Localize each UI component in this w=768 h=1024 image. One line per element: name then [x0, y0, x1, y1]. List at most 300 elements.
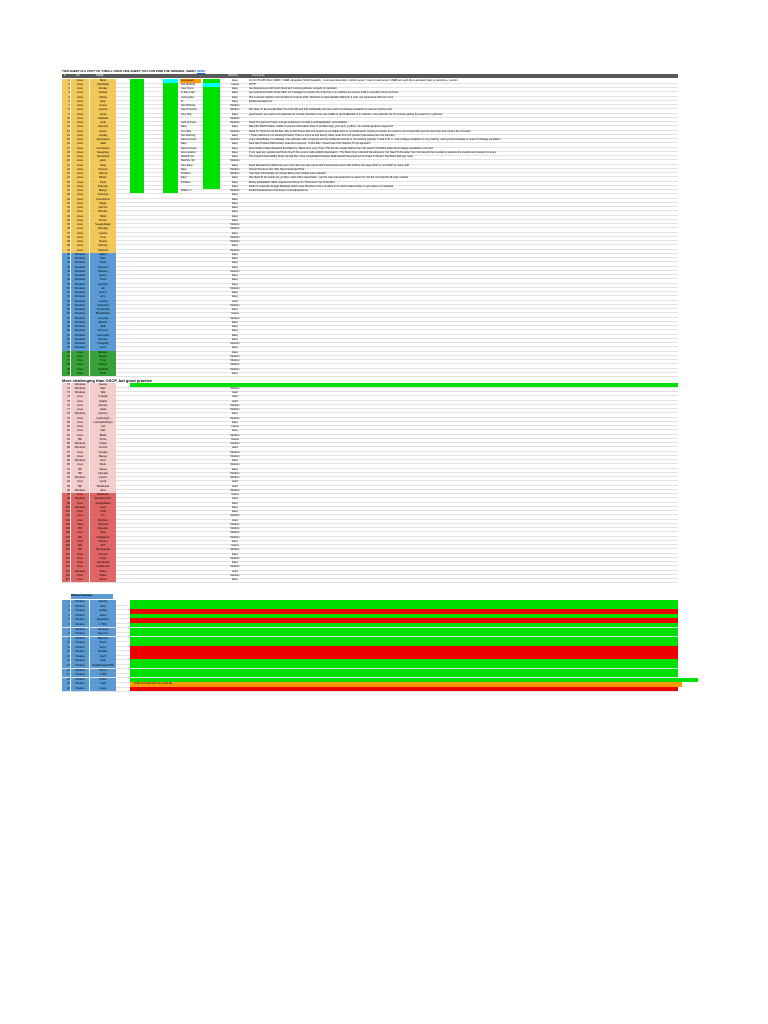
- os-label: Windows: [71, 338, 89, 342]
- machine-name[interactable]: Swagshop: [90, 151, 116, 155]
- difficulty: Medium: [230, 556, 240, 560]
- machine-name[interactable]: legacy: [90, 253, 116, 257]
- machine-name[interactable]: shocker: [90, 87, 116, 91]
- machine-name[interactable]: Algernon: [90, 632, 116, 636]
- os-label: Windows: [71, 325, 89, 329]
- machine-name[interactable]: sense: [90, 113, 116, 117]
- comment: Get Experienced with shell check and running gobuster properly is important: [249, 87, 337, 90]
- os-label: Linux: [71, 351, 89, 355]
- machine-name[interactable]: Time: [90, 359, 116, 363]
- machine-name[interactable]: Cascade: [90, 472, 116, 476]
- machine-name[interactable]: Doctor: [90, 219, 116, 223]
- machine-name[interactable]: Shocker: [90, 540, 116, 544]
- difficulty: Insane: [231, 312, 239, 316]
- machine-name[interactable]: sunday: [90, 134, 116, 138]
- machine-name[interactable]: Omni: [90, 346, 116, 350]
- difficulty: Medium: [230, 286, 240, 290]
- os-label: Windows: [71, 304, 89, 308]
- machine-name[interactable]: granny: [90, 274, 116, 278]
- machine-name[interactable]: blackfiedk: [90, 83, 116, 87]
- machine-name[interactable]: Buff: [90, 325, 116, 329]
- machine-name[interactable]: chatterbox: [90, 304, 116, 308]
- machine-name[interactable]: MeatHead: [90, 618, 116, 622]
- difficulty: Medium: [230, 416, 240, 420]
- machine-name[interactable]: UTRS: [90, 623, 116, 627]
- row-number: 2: [62, 83, 70, 87]
- difficulty: Insane: [231, 493, 239, 496]
- os-label: Windows: [71, 321, 89, 325]
- machine-name[interactable]: Love: [90, 506, 116, 510]
- machine-name[interactable]: Jacko: [90, 614, 116, 618]
- machine-name[interactable]: silo: [90, 287, 116, 291]
- difficulty: Medium: [230, 367, 240, 371]
- os-label: Linux: [71, 368, 89, 372]
- machine-name[interactable]: Falafel: [90, 400, 116, 404]
- machine-name[interactable]: Object: [90, 570, 116, 574]
- machine-name[interactable]: Armageddon: [90, 502, 116, 506]
- machine-name[interactable]: Intelligence: [90, 536, 116, 540]
- machine-name[interactable]: Mirai: [90, 164, 116, 168]
- difficulty: Medium: [230, 535, 240, 539]
- os-label: Linux: [71, 531, 89, 535]
- os-label: Linux: [71, 502, 89, 506]
- machine-name[interactable]: grandpa: [90, 283, 116, 287]
- machine-name[interactable]: DVR4: [90, 678, 116, 682]
- row-number: 103: [62, 519, 70, 523]
- row-number: 14: [62, 659, 70, 663]
- machine-name[interactable]: Fuse[AD]: [90, 342, 116, 346]
- os-label: Windows: [71, 412, 89, 416]
- row-number: 81: [62, 425, 70, 429]
- machine-name[interactable]: Secret: [90, 578, 116, 582]
- comment: The Upload Vulnerability Pretty Simple But I took complicated because Skills Exploit Development And take To Reach The Basic bad-pop route: [249, 155, 413, 158]
- machine-name[interactable]: Monteverde: [90, 548, 116, 552]
- row-number: 3: [62, 609, 70, 613]
- machine-name[interactable]: Atom: [90, 489, 116, 493]
- row-number: 18: [62, 151, 70, 155]
- os-label: Windows: [71, 383, 89, 387]
- row-number: 42: [62, 253, 70, 257]
- os-label: Window: [71, 659, 89, 663]
- difficulty: Medium: [230, 476, 240, 479]
- machine-name[interactable]: Passage: [90, 227, 116, 231]
- row-number: 91: [62, 468, 70, 472]
- machine-name[interactable]: Postman: [90, 185, 116, 189]
- machine-name[interactable]: Safe: [90, 429, 116, 433]
- difficulty: Easy: [232, 429, 238, 433]
- machine-name[interactable]: Ready: [90, 355, 116, 359]
- machine-name[interactable]: Delivery: [90, 244, 116, 248]
- machine-name[interactable]: Blocky: [90, 176, 116, 180]
- row-number: 78: [62, 412, 70, 416]
- row-number: 38: [62, 236, 70, 240]
- difficulty: Hard: [232, 299, 238, 303]
- challenge-row[interactable]: [62, 578, 678, 583]
- machine-name[interactable]: Knife: [90, 510, 116, 514]
- row-number: 110: [62, 548, 70, 552]
- difficulty: Medium: [230, 450, 240, 454]
- difficulty: Easy: [232, 218, 238, 222]
- progress-tag: Default Cur: [181, 155, 195, 158]
- difficulty: Medium: [230, 573, 240, 577]
- machine-name[interactable]: Admirer: [90, 206, 116, 210]
- machine-name[interactable]: tartarsauce: [90, 138, 116, 142]
- os-label: Windows: [71, 270, 89, 274]
- row-number: 84: [62, 438, 70, 442]
- machine-name[interactable]: Blue: [90, 257, 116, 261]
- row-number: 40: [62, 244, 70, 248]
- difficulty: Medium: [230, 548, 240, 552]
- machine-name[interactable]: Devel: [90, 261, 116, 265]
- machine-name[interactable]: Sizzle: [90, 438, 116, 442]
- machine-name[interactable]: Forest[AD]: [90, 308, 116, 312]
- machine-name[interactable]: beep: [90, 100, 116, 104]
- comment: 10.10.179.185 SSH / WEB / / WEB vulnerable (SUID Capabilit... Command Execution / github setup / / user.txt and setup in WEB port auth-file is activated [sign or sensitive + monitor: [249, 78, 458, 82]
- machine-name[interactable]: Ophiuchi: [90, 249, 116, 253]
- machine-name[interactable]: Quick: [90, 480, 116, 484]
- machine-name[interactable]: Resolute: [90, 527, 116, 531]
- row-number: 107: [62, 536, 70, 540]
- progress-tag: Hard Process: [181, 108, 197, 112]
- machine-name[interactable]: Frolic: [90, 181, 116, 185]
- machine-row[interactable]: [62, 372, 678, 377]
- row-number: 57: [62, 317, 70, 321]
- os-label: Linux: [71, 359, 89, 363]
- row-number: 26: [62, 185, 70, 189]
- machine-name[interactable]: valentine: [90, 125, 116, 129]
- planned-row[interactable]: [62, 687, 678, 692]
- os-label: Windows: [71, 261, 89, 265]
- machine-name[interactable]: Shenzi: [90, 669, 116, 673]
- comment: Need To Think Out Of the Box, Box is Not Proper Box Connection is not stable there is no hardened in running computer too need to port forward that port for local host and content the simulator: [249, 129, 471, 133]
- machine-name[interactable]: poison: [90, 130, 116, 134]
- machine-name[interactable]: Book: [90, 463, 116, 467]
- machine-name[interactable]: Previse: [90, 553, 116, 557]
- machine-name[interactable]: Jail: [90, 425, 116, 429]
- machine-name[interactable]: Bastard: [90, 270, 116, 274]
- machine-name[interactable]: Netmon: [90, 412, 116, 416]
- difficulty: Insane: [231, 425, 239, 428]
- machine-name[interactable]: Undetected: [90, 565, 116, 569]
- machine-name[interactable]: BrainFuck: [90, 493, 116, 497]
- row-number: 19: [62, 682, 70, 686]
- original-sheet-link[interactable]: HERE: [196, 69, 206, 73]
- comment: every wheelbrake / to evaluate / can gobuster with nonpscript and by wordpress access to not working properly / need to fix it . and privilege escalation is very hard by need good knowledge to need of privilege escalation: [249, 138, 501, 141]
- os-label: Linux: [71, 134, 89, 138]
- machine-name[interactable]: Querier: [90, 476, 116, 480]
- machine-name[interactable]: Sniper: [90, 442, 116, 446]
- machine-name[interactable]: bounty: [90, 291, 116, 295]
- machine-name[interactable]: October: [90, 451, 116, 455]
- machine-name[interactable]: Forge: [90, 557, 116, 561]
- result-bar: [130, 687, 678, 691]
- machine-name[interactable]: Traverxec: [90, 193, 116, 197]
- machine-name[interactable]: Remote: [90, 338, 116, 342]
- os-label: Windows: [71, 346, 89, 350]
- difficulty: Easy: [232, 261, 238, 265]
- machine-name[interactable]: Hawk: [90, 408, 116, 412]
- os-label: Windows: [71, 446, 89, 450]
- row-number: 6: [62, 623, 70, 627]
- machine-name[interactable]: Pit: [90, 514, 116, 518]
- os-label: Linux: [71, 574, 89, 578]
- os-label: Linux: [71, 578, 89, 582]
- difficulty: Easy: [232, 412, 238, 416]
- difficulty: Medium: [230, 223, 240, 226]
- row-number: 11: [62, 646, 70, 650]
- machine-name[interactable]: BlackField: [90, 485, 116, 489]
- machine-name[interactable]: Active[AD]: [90, 334, 116, 338]
- row-number: 97: [62, 493, 70, 497]
- difficulty: Easy: [232, 320, 238, 324]
- machine-name[interactable]: Luanne: [90, 232, 116, 236]
- os-label: Linux: [71, 421, 89, 425]
- machine-name[interactable]: Irked: [90, 142, 116, 146]
- comment: Exploit Development And Keep It pretty/Experience: [249, 189, 308, 192]
- progress-tag: William J: [181, 189, 192, 192]
- os-label: Window: [71, 641, 89, 645]
- os-label: BD: [71, 472, 89, 476]
- difficulty: Medium: [230, 454, 240, 458]
- difficulty: Hard: [232, 497, 238, 501]
- row-number: 101: [62, 510, 70, 514]
- os-label: BD: [71, 544, 89, 548]
- machine-name[interactable]: UTRS: [90, 673, 116, 677]
- machine-name[interactable]: Control: [90, 446, 116, 450]
- difficulty: Hard: [232, 391, 238, 394]
- machine-name[interactable]: bashed: [90, 91, 116, 95]
- machine-name[interactable]: Delivery: [90, 351, 116, 355]
- os-label: Linux: [71, 100, 89, 104]
- machine-name[interactable]: Worker: [90, 363, 116, 367]
- machine-name[interactable]: jerry: [90, 295, 116, 299]
- machine-name[interactable]: Kotarak: [90, 395, 116, 399]
- machine-name[interactable]: Heist: [90, 605, 116, 609]
- row-number: 113: [62, 561, 70, 565]
- os-label: Linux: [71, 113, 89, 117]
- machine-name[interactable]: Arctic: [90, 278, 116, 282]
- machine-name[interactable]: Mango: [90, 189, 116, 193]
- machine-name[interactable]: Craft: [90, 682, 116, 686]
- machine-name[interactable]: Saryn: [90, 646, 116, 650]
- machine-name[interactable]: Jeeves: [90, 383, 116, 387]
- machine-name[interactable]: nineveh: [90, 108, 116, 112]
- machine-name[interactable]: Resolut: [90, 600, 116, 604]
- machine-name[interactable]: Lightweight: [90, 417, 116, 421]
- difficulty: Medium: [230, 514, 240, 518]
- machine-name[interactable]: LaCasaDePapel: [90, 421, 116, 425]
- machine-name[interactable]: Haircut: [90, 172, 116, 176]
- progress-tag: Problem: [181, 180, 191, 184]
- os-label: Linux: [71, 219, 89, 223]
- os-label: Linux: [71, 244, 89, 248]
- machine-name[interactable]: Optimum: [90, 266, 116, 270]
- machine-name[interactable]: Tally: [90, 391, 116, 395]
- row-number: 8: [62, 632, 70, 636]
- row-number: 35: [62, 223, 70, 227]
- progress-tag: Very Easy: [181, 163, 193, 167]
- machine-name[interactable]: Magic: [90, 202, 116, 206]
- machine-name[interactable]: Bastion: [90, 321, 116, 325]
- machine-name[interactable]: Time: [90, 236, 116, 240]
- row-number: 4: [62, 614, 70, 618]
- row-number: 94: [62, 480, 70, 484]
- difficulty: Medium: [230, 488, 240, 492]
- difficulty: Easy: [232, 210, 238, 214]
- os-label: Window: [71, 669, 89, 673]
- comment: Easy But Bad Problem unable to exit the information there is problem sign_priv/.pem_pydhey i do mutual signature supported: [249, 125, 393, 129]
- machine-name[interactable]: Ophiuchi: [90, 523, 116, 527]
- difficulty: Medium: [230, 159, 240, 163]
- difficulty: Hard: [232, 446, 238, 450]
- machine-name[interactable]: Tabby: [90, 215, 116, 219]
- comment: Need Researching skills there are most tank one open ports which enterprises users with stuff be the page which is not public by using stuff: [249, 163, 409, 167]
- difficulty: Medium: [230, 235, 240, 239]
- machine-name[interactable]: Bank: [90, 79, 116, 83]
- row-number: 86: [62, 446, 70, 450]
- machine-name[interactable]: Authby: [90, 609, 116, 613]
- machine-name[interactable]: Nest: [90, 459, 116, 463]
- comment: Exploit development: [249, 99, 273, 103]
- row-number: 23: [62, 172, 70, 176]
- difficulty: Easy: [232, 501, 238, 505]
- machine-name[interactable]: Butch: [90, 641, 116, 645]
- row-number: 85: [62, 442, 70, 446]
- row-number: 69: [62, 368, 70, 372]
- machine-name[interactable]: OpenAdmin: [90, 198, 116, 202]
- machine-name[interactable]: Friendzone: [90, 147, 116, 151]
- difficulty: Easy: [232, 244, 238, 248]
- difficulty: Easy: [232, 95, 238, 99]
- row-number: 16: [62, 669, 70, 673]
- machine-name[interactable]: node: [90, 121, 116, 125]
- progress-tag: In last order: [181, 91, 195, 95]
- os-label: Window: [71, 605, 89, 609]
- machine-name[interactable]: Devops: [90, 404, 116, 408]
- difficulty: Hard: [232, 518, 238, 522]
- os-label: Windows: [71, 283, 89, 287]
- machine-name[interactable]: Popcorn: [90, 168, 116, 172]
- row-number: 5: [62, 618, 70, 622]
- machine-name[interactable]: secnotes: [90, 317, 116, 321]
- machine-name[interactable]: Bart: [90, 387, 116, 391]
- planned-header: [62, 594, 678, 598]
- machine-name[interactable]: SneakyMailer: [90, 223, 116, 227]
- os-label: Linux: [71, 480, 89, 484]
- machine-name[interactable]: solidstate: [90, 117, 116, 121]
- difficulty: Medium: [230, 354, 240, 358]
- machine-name[interactable]: Writer: [90, 574, 116, 578]
- difficulty: Medium: [230, 565, 240, 569]
- machine-name[interactable]: conceal: [90, 300, 116, 304]
- os-label: Linux: [71, 395, 89, 399]
- difficulty: Medium: [230, 342, 240, 345]
- row-number: 9: [62, 637, 70, 641]
- machine-name[interactable]: Billyboss: [90, 637, 116, 641]
- os-label: Windows: [71, 266, 89, 270]
- row-number: 22: [62, 168, 70, 172]
- machine-name[interactable]: Seal: [90, 531, 116, 535]
- machine-name[interactable]: Nexland: [90, 628, 116, 632]
- row-number: 76: [62, 404, 70, 408]
- os-label: Windows: [71, 387, 89, 391]
- difficulty: Easy: [232, 87, 238, 90]
- difficulty: Easy: [232, 346, 238, 350]
- machine-name[interactable]: Sauna: [90, 468, 116, 472]
- machine-name[interactable]: Ready: [90, 240, 116, 244]
- difficulty: Easy: [232, 578, 238, 581]
- os-label: Window: [71, 628, 89, 632]
- machine-name[interactable]: Vault: [90, 659, 116, 663]
- row-number: 100: [62, 506, 70, 510]
- row-number: 29: [62, 198, 70, 202]
- os-label: Linux: [71, 172, 89, 176]
- machine-name[interactable]: VaultShadow/NTNI: [90, 664, 116, 668]
- difficulty: Medium: [230, 240, 240, 243]
- machine-name[interactable]: BreadCrumbs: [90, 497, 116, 501]
- row-number: 90: [62, 463, 70, 467]
- machine-name[interactable]: Hepet: [90, 687, 116, 691]
- row-number: 65: [62, 351, 70, 355]
- row-number: 95: [62, 485, 70, 489]
- row-number: 43: [62, 257, 70, 261]
- machine-name[interactable]: Blunder: [90, 210, 116, 214]
- machine-name[interactable]: Bitlab: [90, 434, 116, 438]
- row-number: 14: [62, 134, 70, 138]
- row-number: 116: [62, 574, 70, 578]
- machine-name[interactable]: BankRobber: [90, 312, 116, 316]
- row-number: 27: [62, 189, 70, 193]
- os-label: Window: [71, 673, 89, 677]
- difficulty: Easy: [232, 329, 238, 333]
- machine-name[interactable]: nibbles: [90, 96, 116, 100]
- row-number: 61: [62, 334, 70, 338]
- machine-name[interactable]: APT: [90, 544, 116, 548]
- row-number: 7: [62, 628, 70, 632]
- comment: We Need To do simple pip_go files: used online decompiler - got the user and password so used it for ssh the root that file all route unlocks: [249, 176, 409, 180]
- machine-name[interactable]: Monitors: [90, 519, 116, 523]
- machine-name[interactable]: Knife: [90, 372, 116, 376]
- os-label: Linux: [71, 519, 89, 523]
- machine-name[interactable]: Servmon: [90, 329, 116, 333]
- machine-name[interactable]: jarvis: [90, 159, 116, 163]
- os-label: Linux: [71, 493, 89, 497]
- machine-name[interactable]: Ophiuchi: [90, 368, 116, 372]
- difficulty: Easy: [232, 295, 238, 299]
- difficulty: Medium: [230, 316, 240, 320]
- machine-name[interactable]: Horizontall: [90, 561, 116, 565]
- machine-name[interactable]: Mango: [90, 455, 116, 459]
- machine-name[interactable]: Hutch: [90, 655, 116, 659]
- difficulty: Easy: [232, 539, 238, 543]
- difficulty: Easy: [232, 337, 238, 341]
- os-label: Linux: [71, 514, 89, 518]
- row-number: 4: [62, 91, 70, 95]
- os-label: Linux: [71, 565, 89, 569]
- os-label: Linux: [71, 510, 89, 514]
- machine-name[interactable]: cronos: [90, 104, 116, 108]
- os-label: Linux: [71, 202, 89, 206]
- os-label: Linux: [71, 91, 89, 95]
- machine-name[interactable]: Metallus: [90, 650, 116, 654]
- machine-name[interactable]: Networked: [90, 155, 116, 159]
- comment: Redis is a favorite storage database which were Dissolve to from of place from which makes failure to get system on websites: [249, 184, 394, 188]
- os-label: Window: [71, 623, 89, 627]
- row-number: 98: [62, 497, 70, 501]
- os-label: Window: [71, 678, 89, 682]
- difficulty: Easy: [232, 91, 238, 95]
- progress-tag: Not Working: [181, 82, 196, 86]
